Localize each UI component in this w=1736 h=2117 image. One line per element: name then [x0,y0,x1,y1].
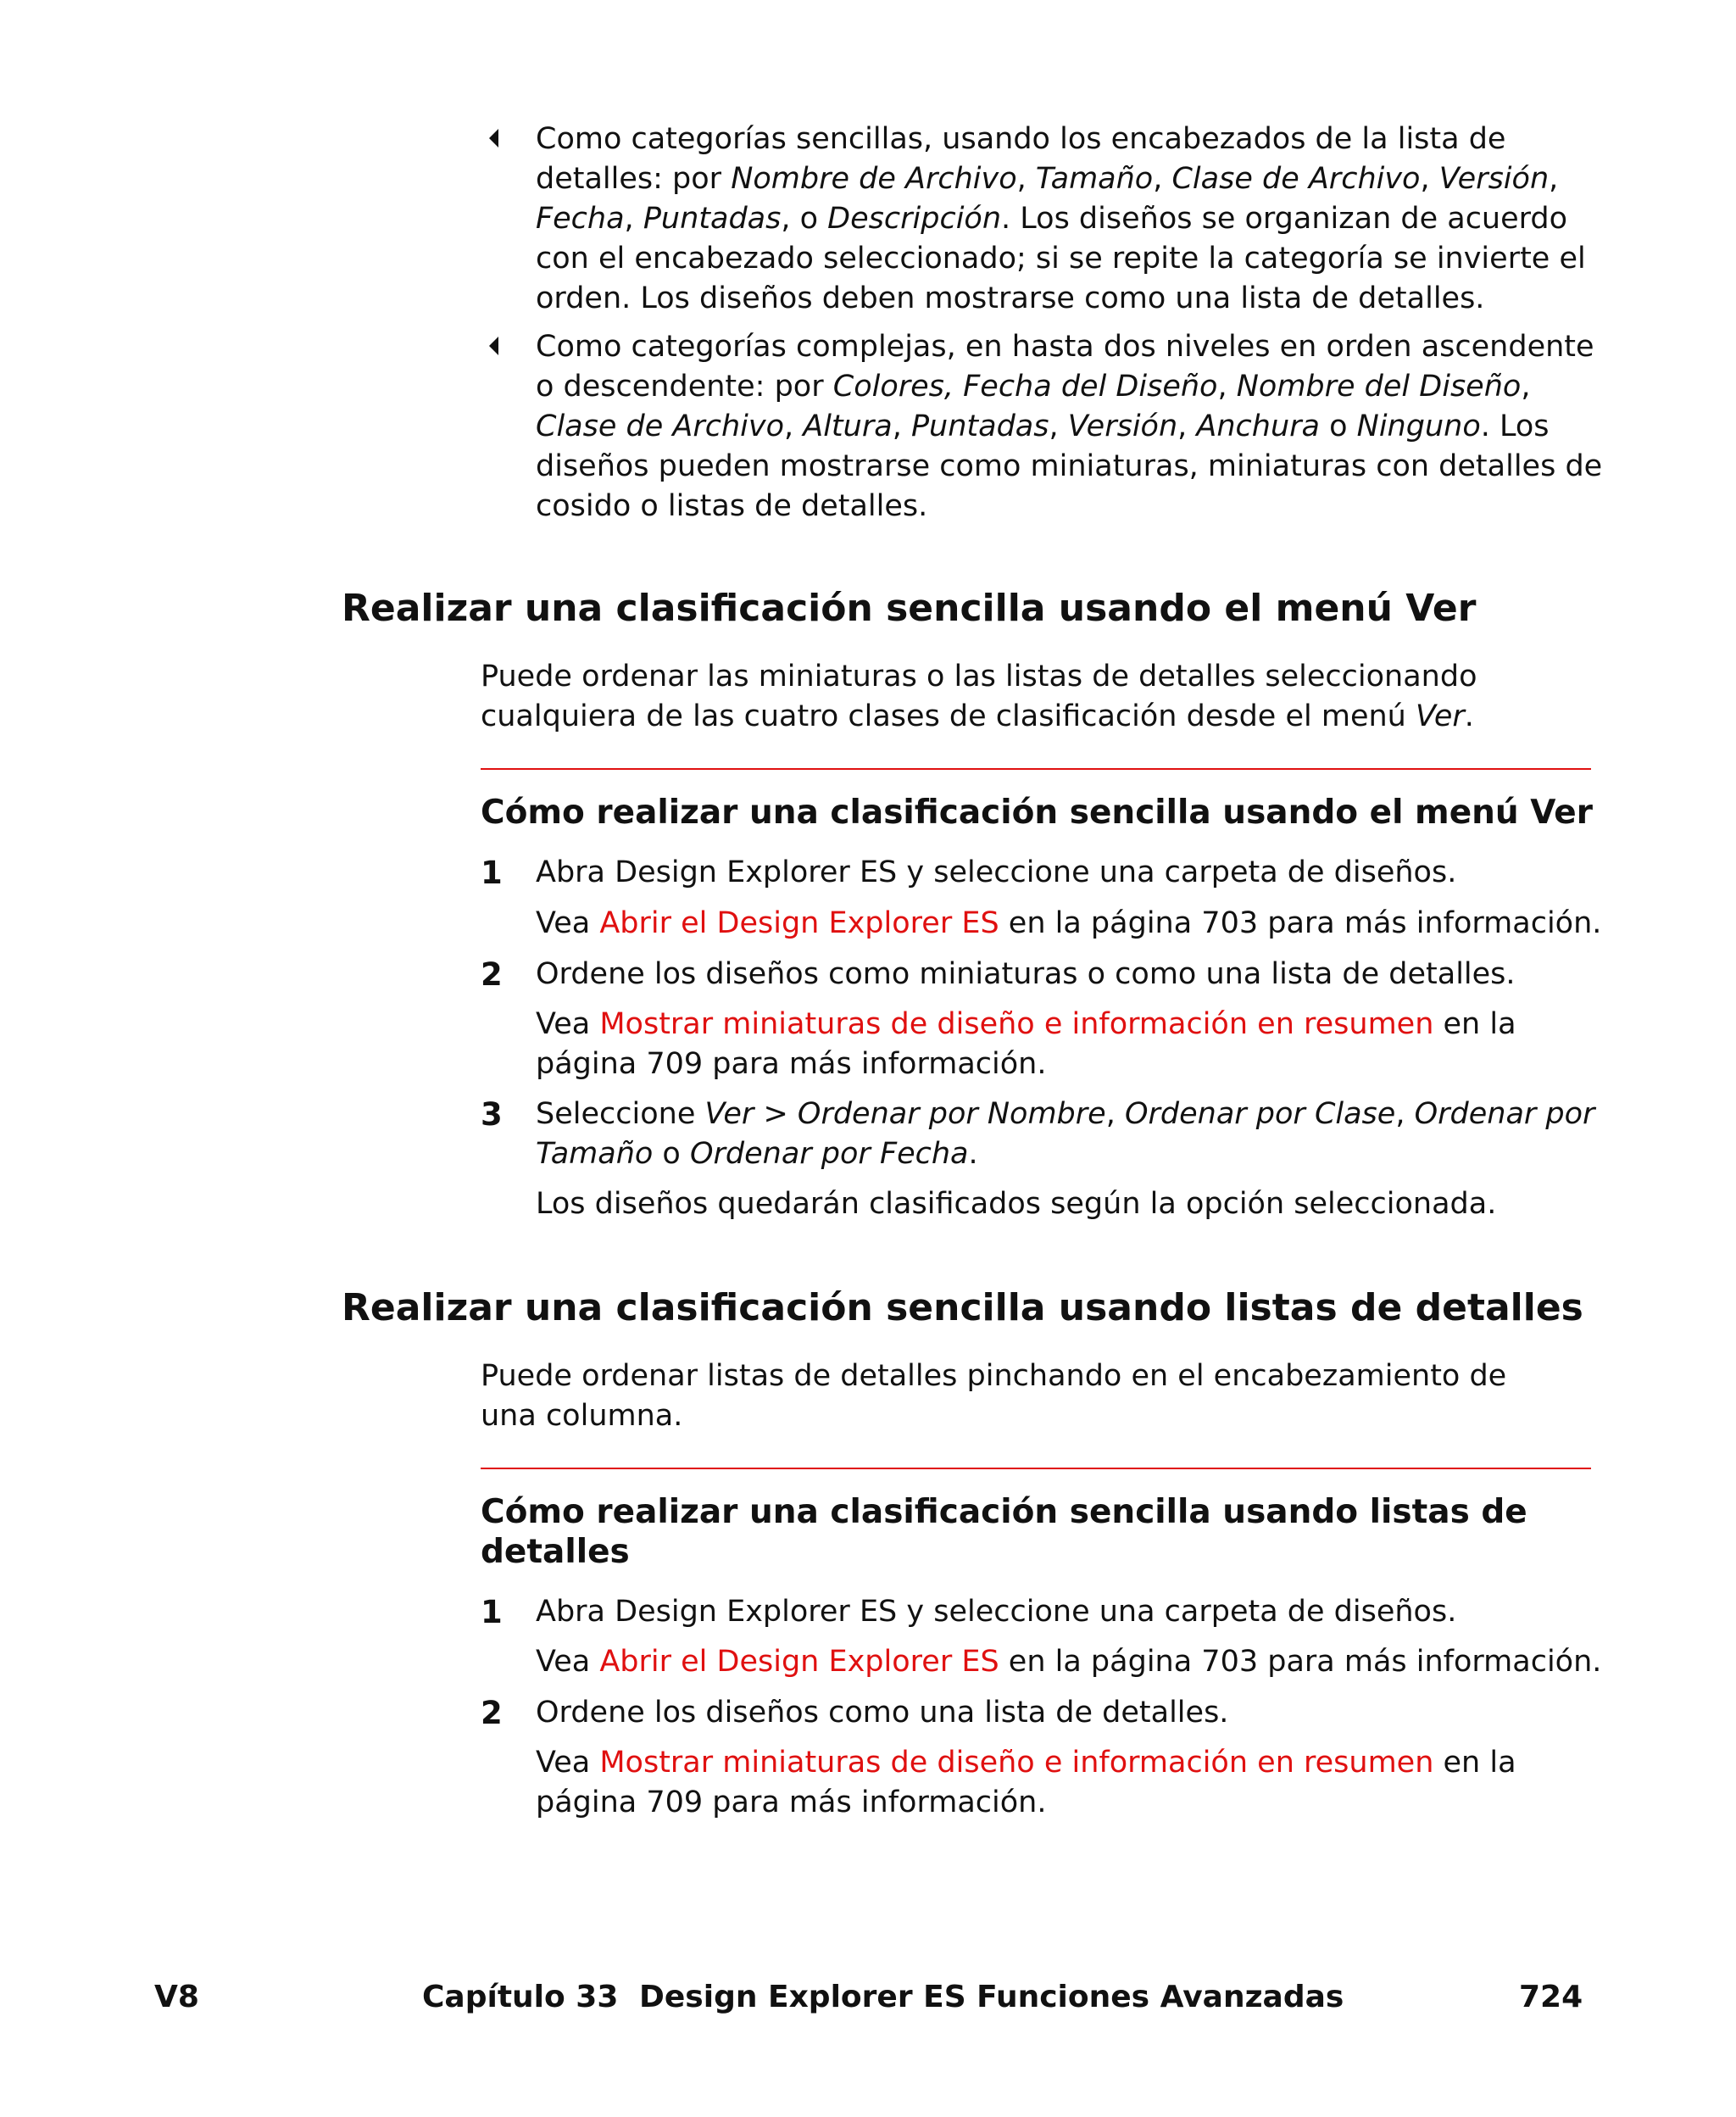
text-run: Los diseños quedarán clasificados según la opción seleccionada. [536,1187,1497,1221]
cross-reference-link[interactable]: Mostrar miniaturas de diseño e información en resumen [599,1007,1434,1041]
italic-term: Ordenar por Fecha [689,1137,969,1171]
step-text [536,955,1612,994]
section-heading-menu-ver: Realizar una clasificación sencilla usando el menú Ver [342,587,1477,630]
text-run: o [653,1137,690,1171]
section-intro-listas-detalles [481,1357,1566,1436]
text-run: . [1464,699,1474,733]
bullet-item-1 [536,120,1612,319]
text-run: Ordene los diseños como miniaturas o como una lista de detalles. [536,957,1516,991]
text-run: , [1217,370,1237,404]
text-run: Vea [536,1007,600,1041]
text-run: Como categorías sencillas, usando los encabezados de la lista de detalles: por [536,122,1506,196]
text-run: , [1153,162,1172,196]
procedure-divider [481,1468,1591,1469]
italic-term: Versión [1438,162,1550,196]
text-run: , [1049,409,1068,443]
step-number: 2 [481,956,503,993]
section-heading-listas-detalles: Realizar una clasificación sencilla usando listas de detalles [342,1286,1583,1329]
text-run: en la página 703 para más información. [999,906,1602,940]
step-text [536,1592,1612,1632]
italic-term: Ordenar por Nombre [797,1097,1106,1131]
section-intro-menu-ver [481,657,1600,737]
text-run: , [1549,162,1559,196]
italic-term: Tamaño [1035,162,1154,196]
step-text [536,853,1612,893]
step-reference [536,904,1612,944]
step-reference [536,1743,1595,1823]
cross-reference-link[interactable]: Abrir el Design Explorer ES [599,1645,999,1679]
text-run: , [1420,162,1439,196]
italic-term: Clase de Archivo [536,409,784,443]
text-run: en la página 703 para más información. [999,1645,1602,1679]
step-number: 2 [481,1695,503,1731]
bullet-marker-1 [489,129,498,148]
italic-term: Anchura [1196,409,1320,443]
text-run: Como categorías complejas, en hasta dos niveles en orden ascendente o descendente: por [536,330,1594,404]
text-run: . Los diseños se organizan de acuerdo con el encabezado seleccionado; si se repite la categoría se invierte el orden. Los diseños deben mostrarse como una lista de detalles. [536,202,1586,315]
text-run: Ordene los diseños como una lista de detalles. [536,1696,1229,1730]
text-run: , [892,409,911,443]
italic-term: Versión [1067,409,1178,443]
text-run: , [1177,409,1197,443]
italic-term: Nombre del Diseño [1236,370,1522,404]
text-run: Vea [536,1746,600,1780]
text-run: en la página 709 para más información. [536,1007,1516,1081]
text-run: , [784,409,804,443]
text-run: Vea [536,1645,600,1679]
text-run: , [1395,1097,1415,1131]
text-run: > [754,1097,798,1131]
text-run: Seleccione [536,1097,705,1131]
step-result [536,1184,1612,1224]
italic-term: Nombre de Archivo [731,162,1017,196]
italic-term: Ordenar por Tamaño [536,1097,1595,1171]
italic-term: Ordenar por Clase [1124,1097,1396,1131]
text-run: , [624,202,643,236]
step-reference [536,1642,1612,1682]
cross-reference-link[interactable]: Mostrar miniaturas de diseño e información en resumen [599,1746,1434,1780]
italic-term: Ver [704,1097,754,1131]
text-run: Puede ordenar las miniaturas o las listas de detalles seleccionando cualquiera de las cuatro clases de clasificación desde el menú [481,660,1477,733]
text-run: en la página 709 para más información. [536,1746,1516,1819]
cross-reference-link[interactable]: Abrir el Design Explorer ES [599,906,999,940]
text-run: . [968,1137,978,1171]
step-reference [536,1005,1595,1084]
procedure-title-menu-ver: Cómo realizar una clasificación sencilla usando el menú Ver [481,794,1593,832]
text-run: , [1521,370,1531,404]
bullet-marker-2 [489,337,498,355]
text-run: . Los diseños pueden mostrarse como miniaturas, miniaturas con detalles de cosido o listas de detalles. [536,409,1603,523]
procedure-title-listas-detalles: Cómo realizar una clasificación sencilla usando listas de detalles [481,1493,1527,1571]
italic-term: Altura [803,409,893,443]
text-run: Vea [536,906,600,940]
step-number: 3 [481,1096,503,1133]
italic-term: Clase de Archivo [1171,162,1421,196]
text-run: , [1016,162,1036,196]
italic-term: Descripción [827,202,1002,236]
footer-page-number: 724 [1519,1980,1583,2014]
step-number: 1 [481,1594,503,1630]
italic-term: Puntadas [910,409,1049,443]
text-run: Abra Design Explorer ES y seleccione una carpeta de diseños. [536,1595,1457,1629]
step-number: 1 [481,855,503,891]
step-text [536,1693,1612,1733]
text-run: Puede ordenar listas de detalles pinchando en el encabezamiento de una columna. [481,1359,1507,1433]
italic-term: Ninguno [1356,409,1481,443]
step-text [536,1095,1595,1174]
italic-term: Colores, Fecha del Diseño [832,370,1218,404]
italic-term: Puntadas [643,202,782,236]
text-run: , [1105,1097,1125,1131]
footer-chapter-title: Design Explorer ES Funciones Avanzadas [639,1980,1344,2014]
footer-version: V8 [154,1980,199,2014]
footer-chapter: Capítulo 33 [422,1980,619,2014]
text-run: o [1319,409,1357,443]
italic-term: Fecha [536,202,625,236]
text-run: Abra Design Explorer ES y seleccione una carpeta de diseños. [536,855,1457,889]
procedure-divider [481,768,1591,770]
text-run: , o [781,202,828,236]
italic-term: Ver [1415,699,1465,733]
bullet-item-2 [536,327,1612,526]
